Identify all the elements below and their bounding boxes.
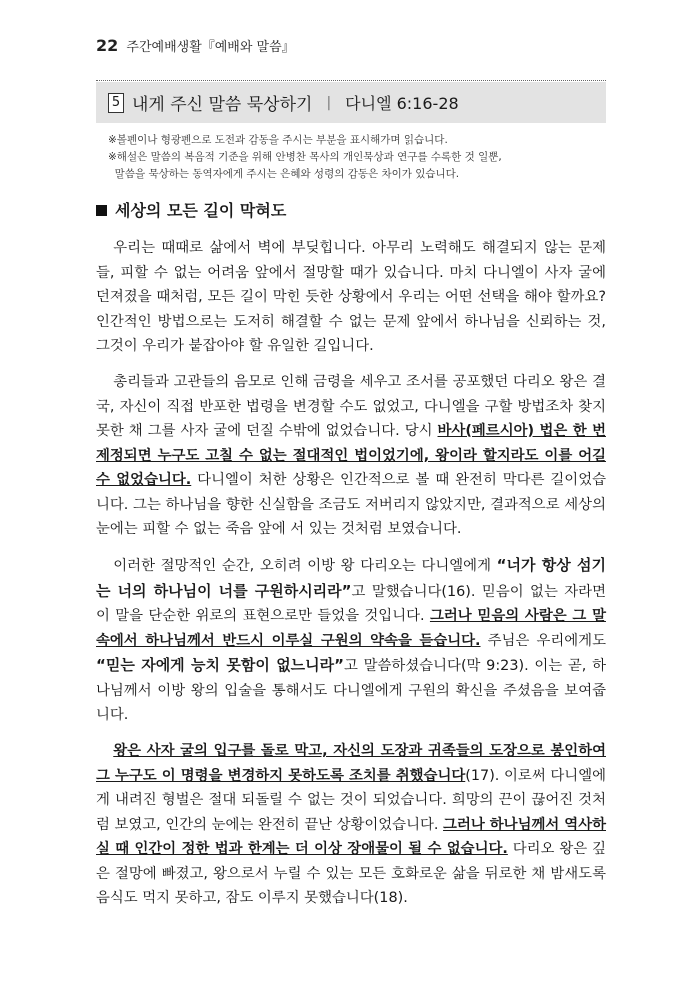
- paragraph-text: 다니엘이 처한 상황은 인간적으로 볼 때 완전히 막다른 길이었습니다. 그는 하나님을 향한 신실함을 조금도 저버리지 않았지만, 결과적으로 세상의 눈에는 피할 수 없는 죽음 앞에 서 있는 것처럼 보였습니다.: [96, 472, 607, 538]
- square-bullet-icon: [96, 205, 107, 216]
- body-paragraph: [96, 739, 606, 911]
- paragraph-text: 주님은 우리에게도: [480, 632, 606, 649]
- paragraph-text: 다리오 왕은 깊은 절망에 빠졌고, 왕으로서 누릴 수 있는 모든 호화로운 삶을 뒤로한 채 밤새도록 음식도 먹지 못하고, 잠도 이루지 못했습니다(18).: [96, 841, 606, 907]
- paragraph-text: 고 말했습니다(16). 믿음이 없는 자라면 이 말을 단순한 위로의 표현으로만 들었을 것입니다.: [96, 583, 606, 625]
- body-paragraph: [96, 370, 606, 542]
- scripture-reference: 다니엘 6:16-28: [345, 94, 459, 113]
- body-paragraph: [96, 236, 606, 359]
- underlined-emphasis: 그러나 믿음의 사람은 그 말 속에서 하나님께서 반드시 이루실 구원의 약속을 듣습니다.: [96, 608, 606, 649]
- note-line: ※해설은 말씀의 복음적 기준을 위해 안병찬 목사의 개인묵상과 연구를 수록한 것 일뿐,: [108, 151, 502, 163]
- underlined-emphasis: 그러나 하나님께서 역사하실 때 인간이 정한 법과 한계는 더 이상 장애물이 될 수 없습니다.: [96, 816, 606, 858]
- paragraph-text: 고 말씀하셨습니다(막 9:23). 이는 곧, 하나님께서 이방 왕의 입술을 통해서도 다니엘에게 구원의 확신을 주셨음을 보여줍니다.: [96, 658, 606, 724]
- bold-quote: “믿는 자에게 능치 못함이 없느니라”: [96, 656, 345, 675]
- paragraph-text: 총리들과 고관들의 음모로 인해 금령을 세우고 조서를 공포했던 다리오 왕은 결국, 자신이 직접 반포한 법령을 변경할 수도 없었고, 다니엘을 구할 방법조차 찾지 못한 채 그를 사자 굴에 던질 수밖에 없었습니다. 당시: [96, 374, 606, 440]
- title-box: [96, 82, 606, 123]
- paragraph-text: (17). 이로써 다니엘에게 내려진 형벌은 절대 되돌릴 수 없는 것이 되었습니다. 희망의 끈이 끊어진 것처럼 보였고, 인간의 눈에는 완전히 끝난 상황이었습니다.: [96, 767, 606, 833]
- bold-quote: “너가 항상 섬기는 너의 하나님이 너를 구원하시리라”: [96, 556, 606, 600]
- note-line: ※볼펜이나 형광펜으로 도전과 감동을 주시는 부분을 표시해가며 읽습니다.: [108, 134, 448, 146]
- underlined-emphasis: 바사(페르시아) 법은 한 번 제정되면 누구도 고칠 수 없는 절대적인 법이었기에, 왕이라 할지라도 이를 어길 수 없었습니다.: [96, 423, 606, 489]
- reading-notes: [108, 132, 606, 183]
- page-header: [96, 36, 295, 55]
- title-separator: |: [326, 94, 332, 111]
- page-number: 22: [96, 36, 119, 55]
- note-line: 말씀을 묵상하는 동역자에게 주시는 은혜와 성령의 감동은 차이가 있습니다.: [108, 168, 460, 180]
- header-divider: [96, 80, 606, 81]
- meditation-title: 내게 주신 말씀 묵상하기: [132, 95, 313, 115]
- paragraph-text: 이러한 절망적인 순간, 오히려 이방 왕 다리오는 다니엘에게: [113, 558, 497, 575]
- body-paragraph: [96, 553, 606, 728]
- section-heading-text: 세상의 모든 길이 막혀도: [115, 201, 287, 220]
- section-heading: [96, 198, 286, 221]
- paragraph-text: 우리는 때때로 삶에서 벽에 부딪힙니다. 아무리 노력해도 해결되지 않는 문제들, 피할 수 없는 어려움 앞에서 절망할 때가 있습니다. 마치 다니엘이 사자 굴에 던져졌을 때처럼, 모든 길이 막힌 듯한 상황에서 우리는 어떤 선택을 해야 할까요? 인간적인 방법으로는 도저히 해결할 수 없는 문제 앞에서 하나님을 신뢰하는 것, 그것이 우리가 붙잡아야 할 유일한 길입니다.: [96, 240, 606, 354]
- underlined-emphasis: 왕은 사자 굴의 입구를 돌로 막고, 자신의 도장과 귀족들의 도장으로 봉인하여 그 누구도 이 명령을 변경하지 못하도록 조치를 취했습니다: [96, 743, 606, 784]
- section-number-badge: 5: [108, 93, 124, 113]
- body-text: [96, 236, 606, 922]
- book-title: 주간예배생활『예배와 말씀』: [126, 40, 295, 55]
